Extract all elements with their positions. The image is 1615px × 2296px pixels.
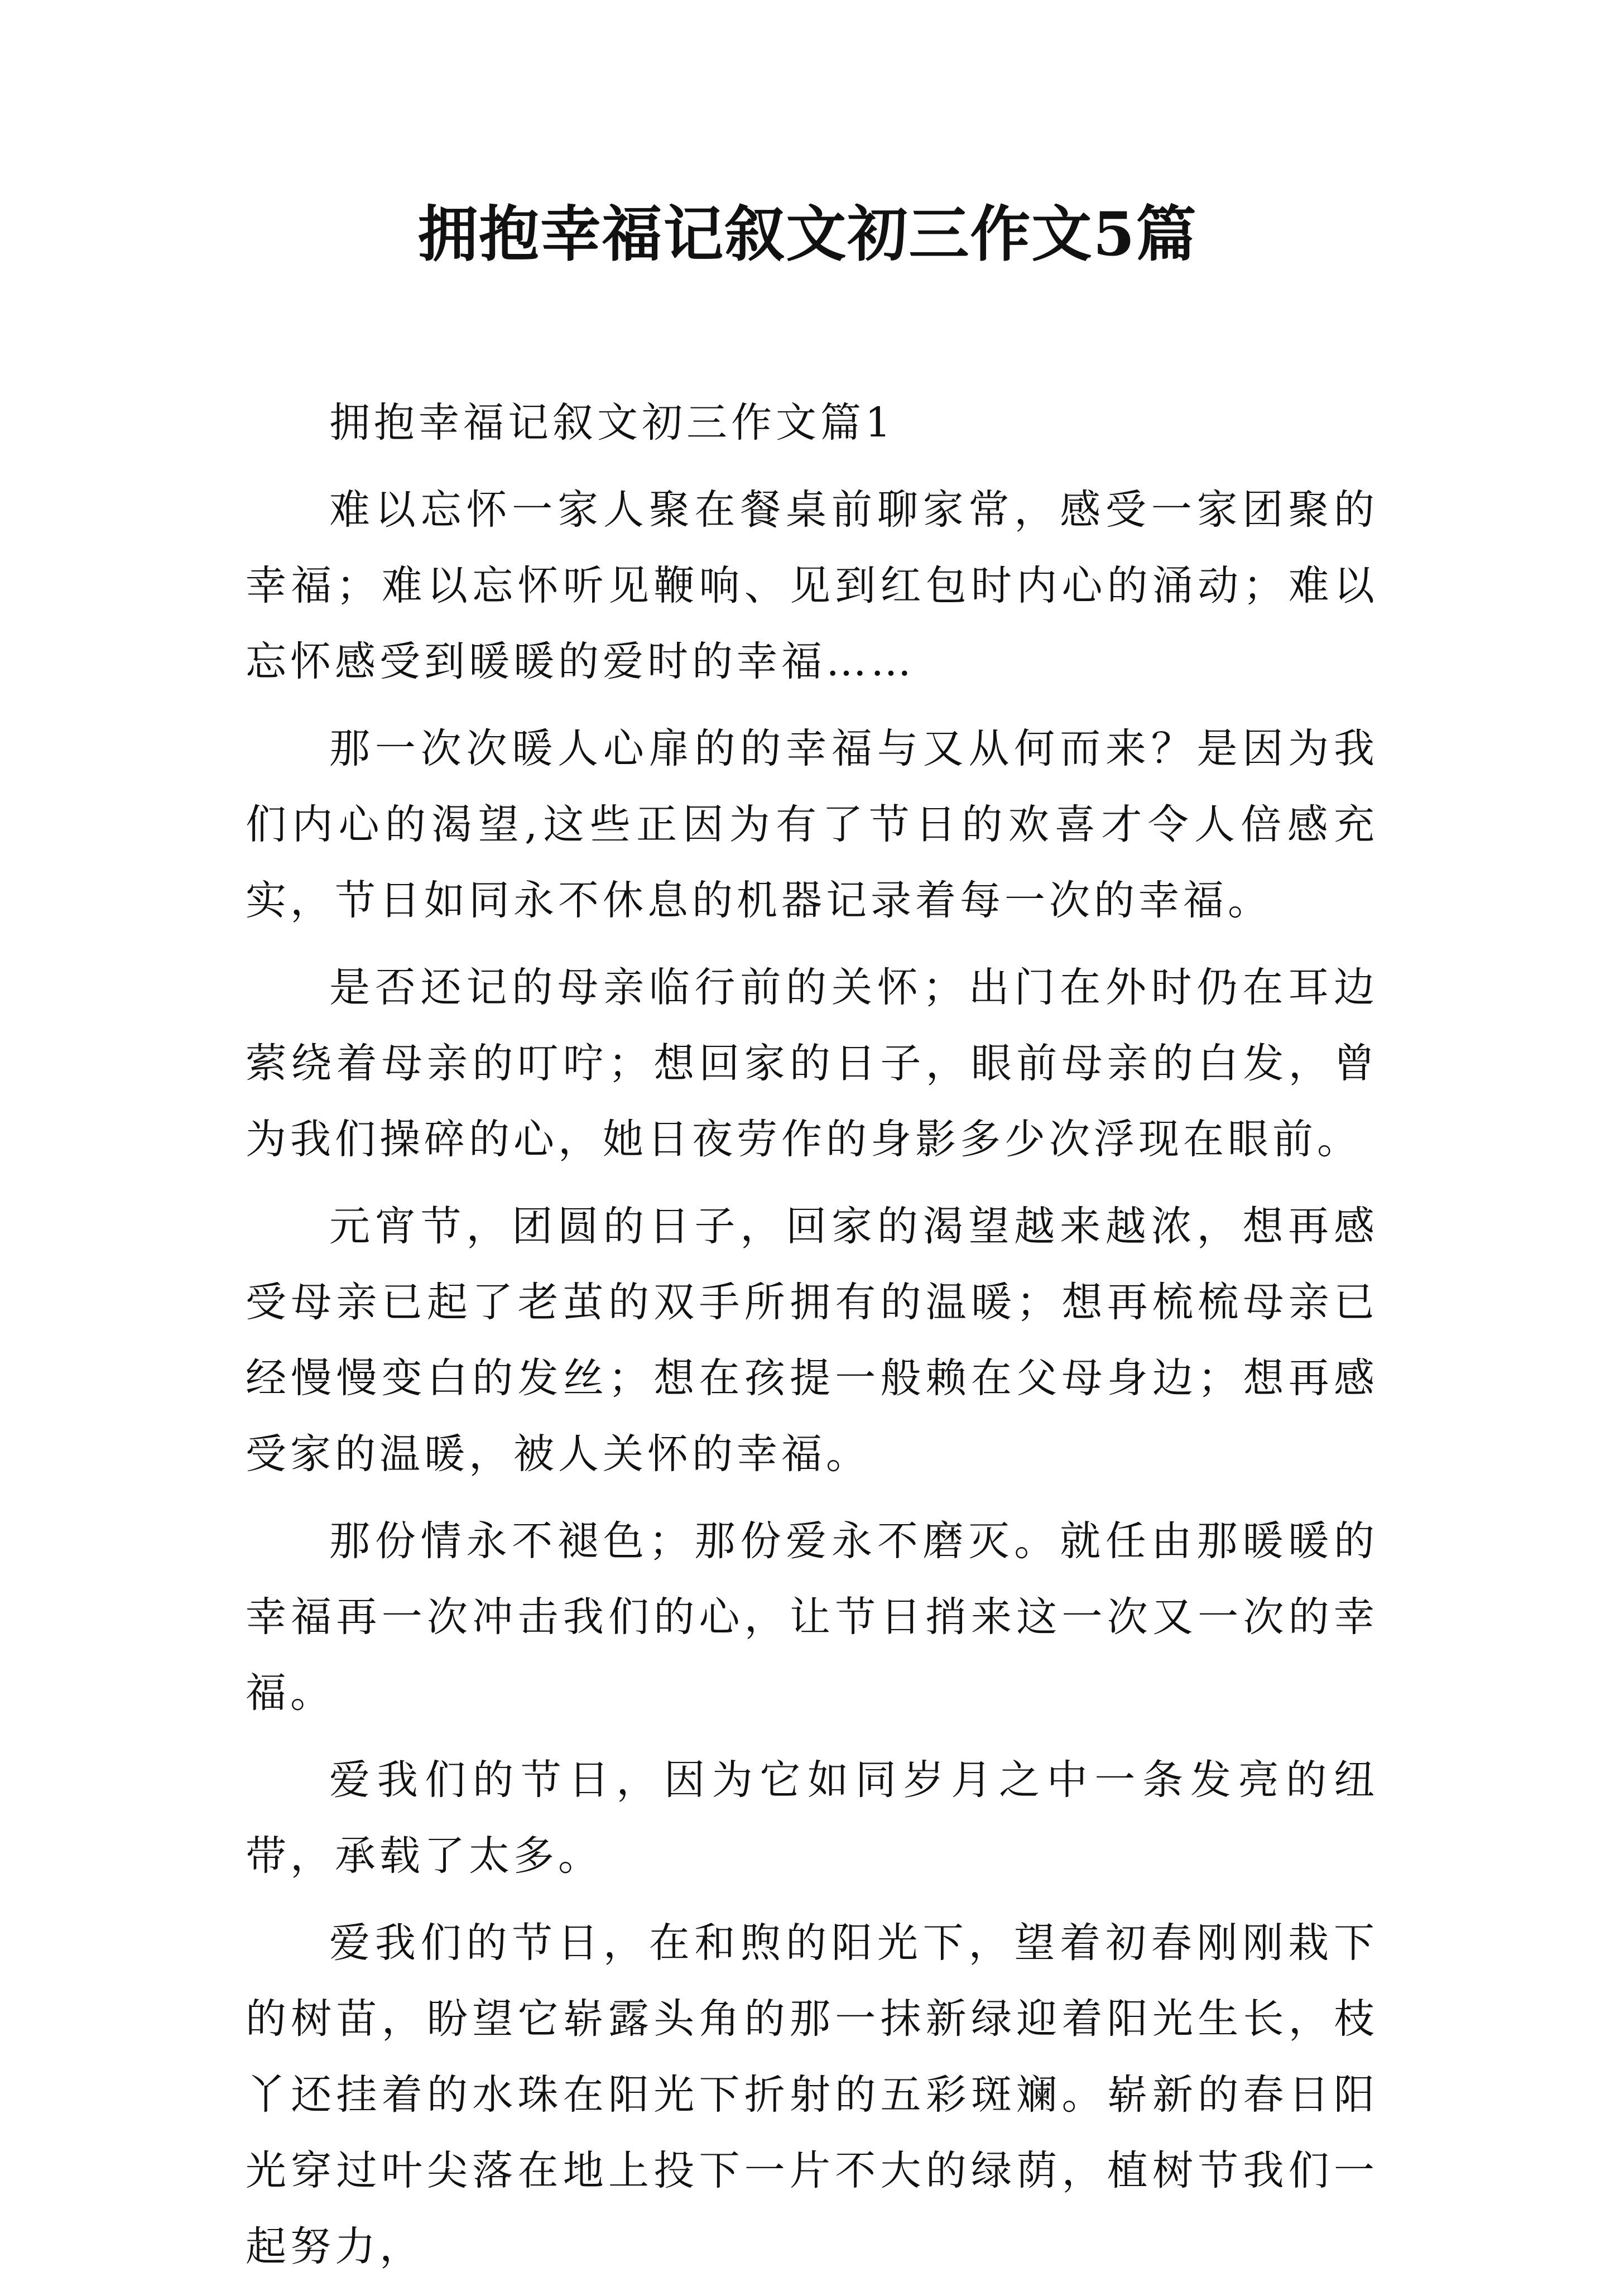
paragraph-7: 爱我们的节日，在和煦的阳光下，望着初春刚刚栽下的树苗，盼望它崭露头角的那一抹新绿迎着阳光生长，枝丫还挂着的水珠在阳光下折射的五彩斑斓。崭新的春日阳光穿过叶尖落在地上投下一片不大的绿荫，植树节我们一起努力， <box>246 1919 1378 2270</box>
paragraph-4: 元宵节，团圆的日子，回家的渴望越来越浓，想再感受母亲已起了老茧的双手所拥有的温暖；想再梳梳母亲已经慢慢变白的发丝；想在孩提一般赖在父母身边；想再感受家的温暖，被人关怀的幸福。 <box>246 1203 1378 1478</box>
paragraph-1: 难以忘怀一家人聚在餐桌前聊家常，感受一家团聚的幸福；难以忘怀听见鞭响、见到红包时内心的涌动；难以忘怀感受到暖暖的爱时的幸福…… <box>246 486 1378 685</box>
paragraph-3: 是否还记的母亲临行前的关怀；出门在外时仍在耳边萦绕着母亲的叮咛；想回家的日子，眼前母亲的白发，曾为我们操碎的心，她日夜劳作的身影多少次浮现在眼前。 <box>246 964 1378 1163</box>
document-body <box>246 385 1378 2296</box>
section-heading: 拥抱幸福记叙文初三作文篇1 <box>329 399 895 446</box>
document-title: 拥抱幸福记叙文初三作文5篇 <box>417 199 1198 270</box>
paragraph-5: 那份情永不褪色；那份爱永不磨灭。就任由那暖暖的幸福再一次冲击我们的心，让节日捎来这一次又一次的幸福。 <box>246 1517 1378 1717</box>
paragraph-6: 爱我们的节日，因为它如同岁月之中一条发亮的纽带，承载了太多。 <box>246 1756 1378 1880</box>
paragraph-2: 那一次次暖人心扉的的幸福与又从何而来？是因为我们内心的渴望,这些正因为有了节日的欢喜才令人倍感充实，节日如同永不休息的机器记录着每一次的幸福。 <box>246 725 1378 924</box>
